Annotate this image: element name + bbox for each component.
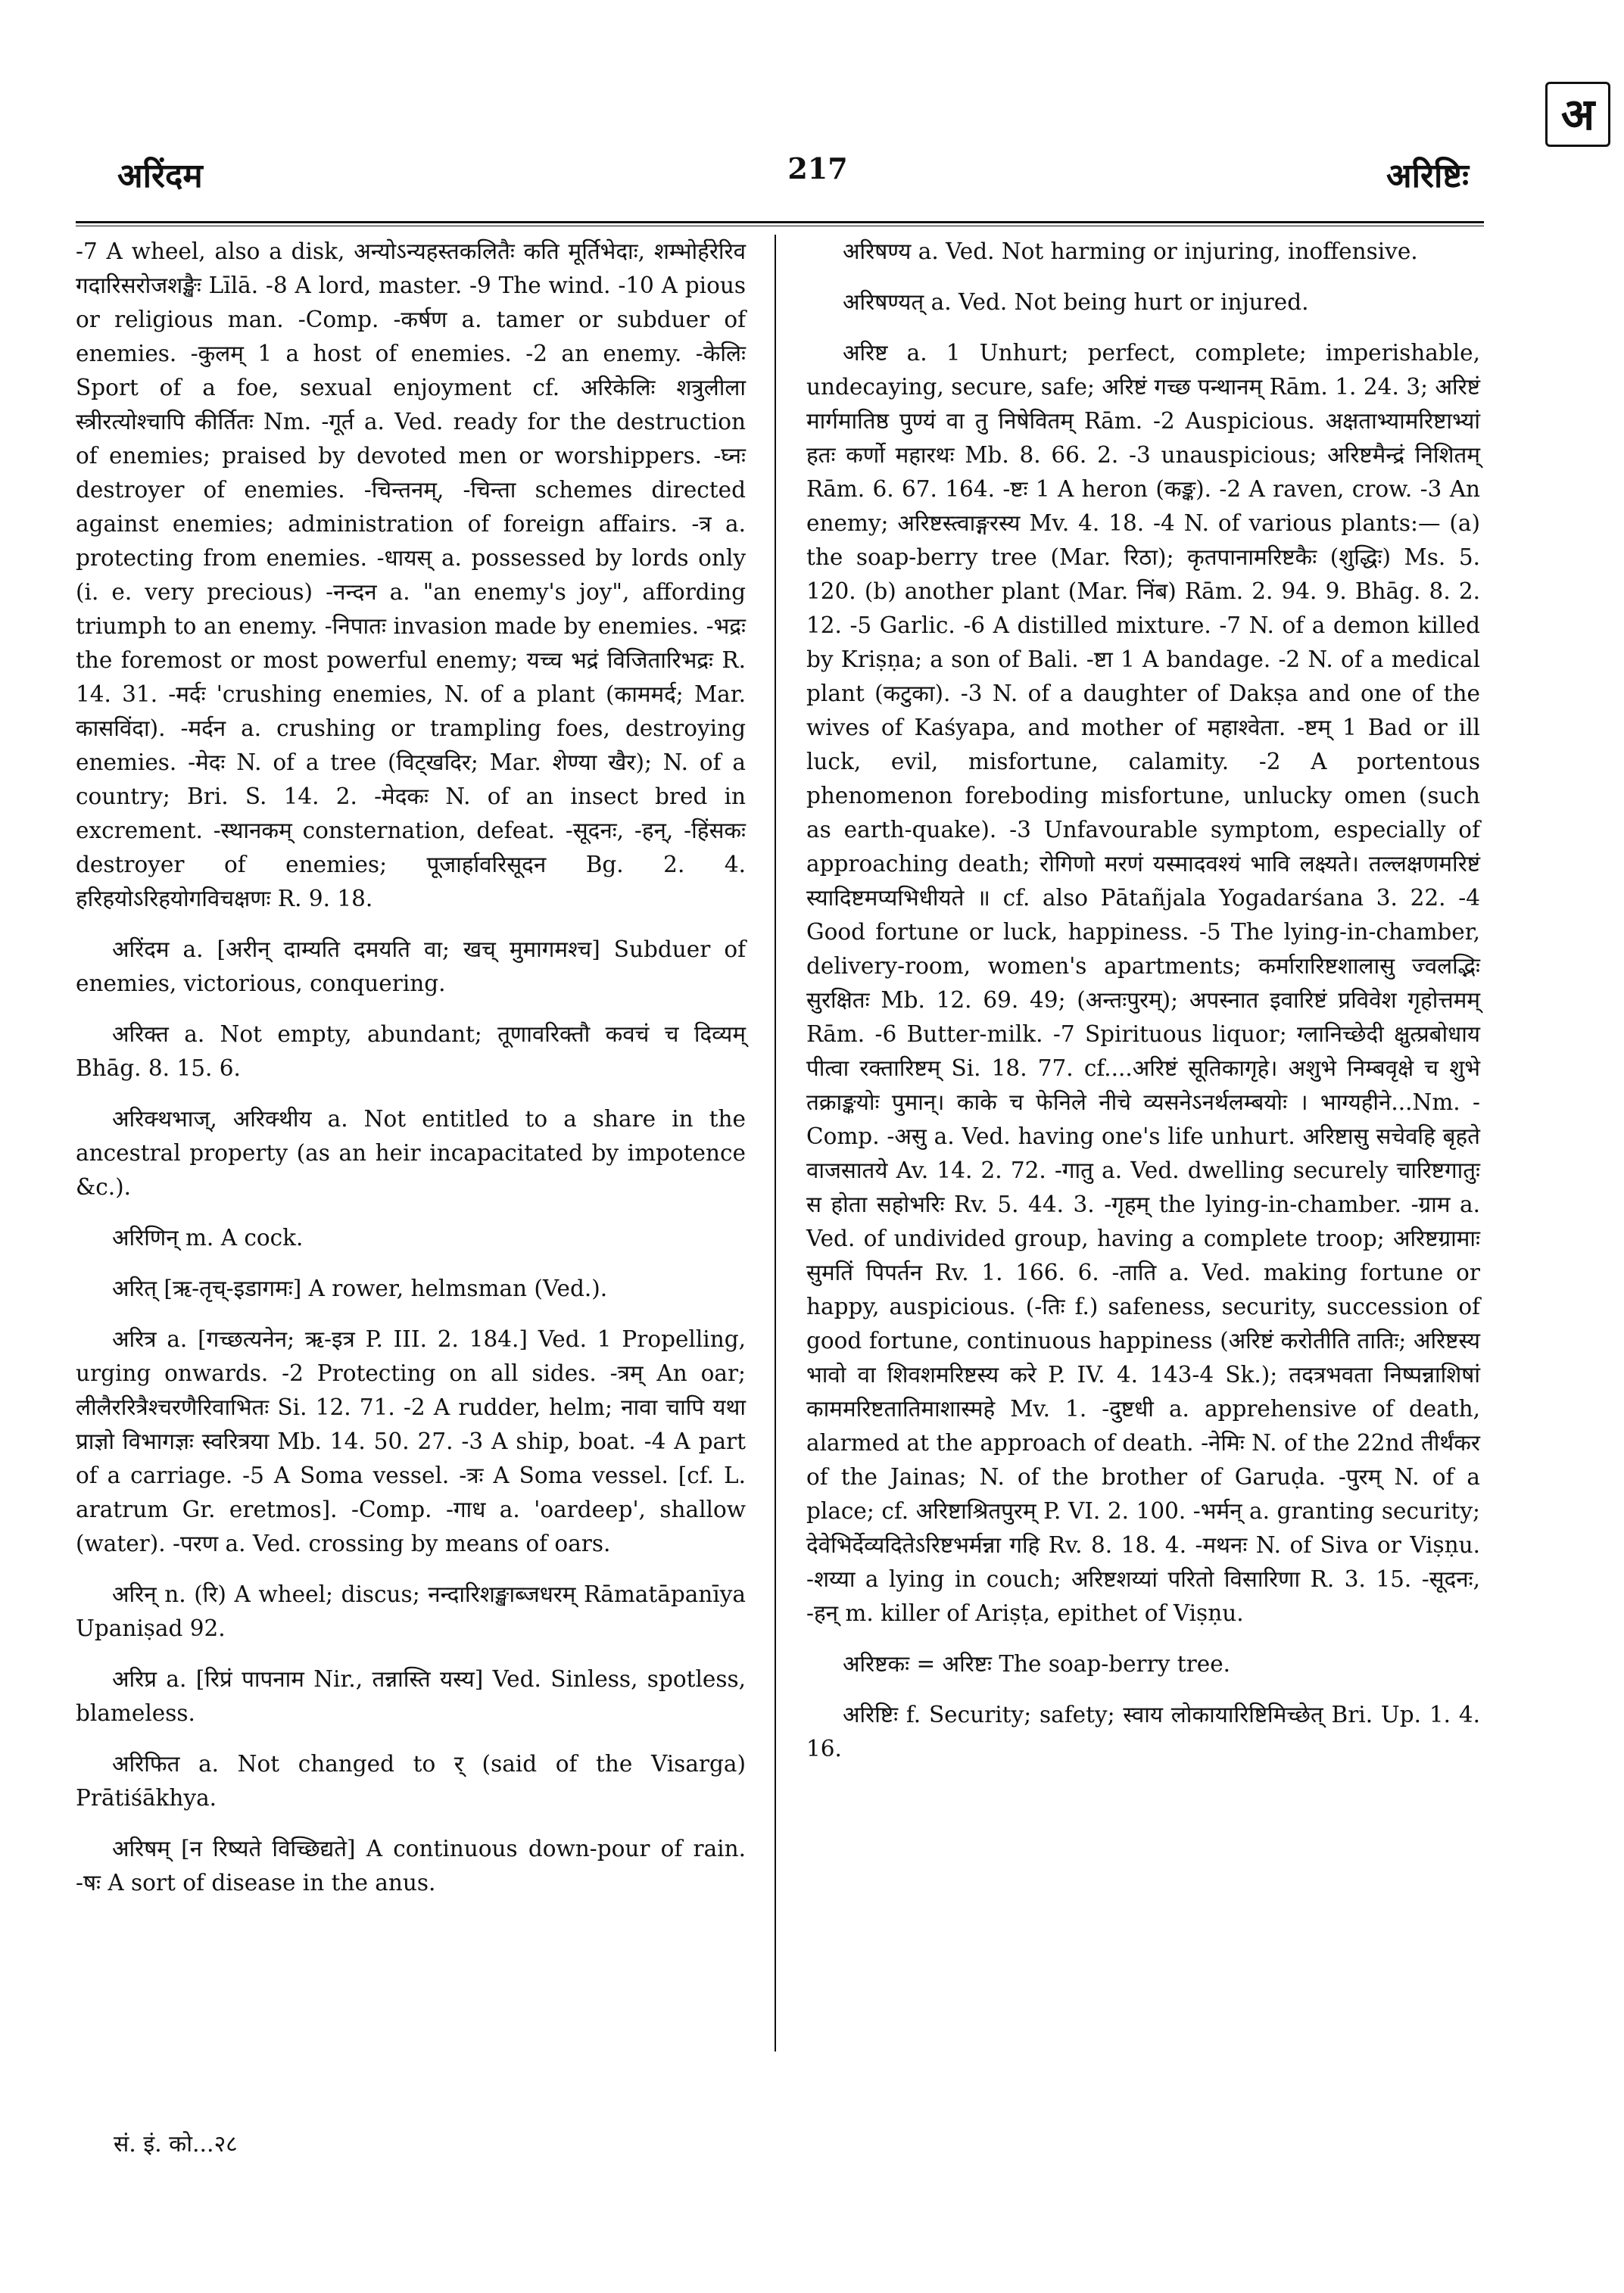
entry-arindama: अरिंदम a. [अरीन् दाम्यति दमयति वा; खच् मुमागमश्च] Subduer of enemies, victorious, conquering. — [76, 936, 746, 996]
header-left-guideword: अरिंदम — [117, 157, 203, 195]
entry-arisham: अरिषम् [न रिष्यते विच्छिद्यते] A continuous down-pour of rain. -षः A sort of disease in the anus. — [76, 1836, 746, 1896]
entry-ariphita: अरिफित a. Not changed to र् (said of the Visarga) Prātiśākhya. — [76, 1751, 746, 1811]
right-column — [806, 235, 1480, 1783]
entry-arishti: अरिष्टिः f. Security; safety; स्वाय लोकायारिष्टिमिच्छेत् Bri. Up. 1. 4. 16. — [806, 1702, 1480, 1762]
entry-arikta: अरिक्त a. Not empty, abundant; तूणावरिक्तौ कवचं च दिव्यम् Bhāg. 8. 15. 6. — [76, 1021, 746, 1081]
page-number: 217 — [787, 151, 848, 185]
entry-arishanya: अरिषण्य a. Ved. Not harming or injuring, inoffensive. — [843, 238, 1418, 264]
corner-letter-mark: अ — [1545, 82, 1610, 147]
entry-arin: अरिन् n. (रि) A wheel; discus; नन्दारिशङ्खाब्जधरम् Rāmatāpanīya Upaniṣad 92. — [76, 1581, 746, 1641]
left-column — [76, 235, 746, 1917]
header-rule-thick — [76, 221, 1484, 223]
entry-arikthabhaj: अरिक्थभाज्, अरिक्थीय a. Not entitled to a share in the ancestral property (as an heir incapacitated by impotence &c.). — [76, 1106, 746, 1200]
entry-arishta: अरिष्ट a. 1 Unhurt; perfect, complete; imperishable, undecaying, secure, safe; अरिष्टं गच्छ पन्थानम् Rām. 1. 24. 3; अरिष्टं मार्गमातिष्ठ पुण्यं वा तु निषेवितम् Rām. -2 Auspicious. अक्षताभ्यामरिष्टाभ्यां हतः कर्णो महारथः Mb. 8. 66. 2. -3 unauspicious; अरिष्टमैन्द्रं निशितम् Rām. 6. 67. 164. -ष्टः 1 A heron (कङ्क). -2 A raven, crow. -3 An enemy; अरिष्टस्त्वाङ्गरस्य Mv. 4. 18. -4 N. of various plants:— (a) the soap-berry tree (Mar. रिठा); कृतपानामरिष्टकैः (शुद्धिः) Ms. 5. 120. (b) another plant (Mar. निंब) Rām. 2. 94. 9. Bhāg. 8. 2. 12. -5 Garlic. -6 A distilled mixture. -7 N. of a demon killed by Kriṣṇa; a son of Bali. -ष्टा 1 A bandage. -2 N. of a medical plant (कटुका). -3 N. of a daughter of Dakṣa and one of the wives of Kaśyapa, and mother of महाश्वेता. -ष्टम् 1 Bad or ill luck, evil, misfortune, calamity. -2 A portentous phenomenon foreboding misfortune, unlucky omen (such as earth-quake). -3 Unfavourable symptom, especially of approaching death; रोगिणो मरणं यस्मादवश्यं भावि लक्ष्यते। तल्लक्षणमरिष्टं स्यादिष्टमप्यभिधीयते ॥ cf. also Pātañjala Yogadarśana 3. 22. -4 Good fortune or luck, happiness. -5 The lying-in-chamber, delivery-room, women's apartments; कर्मारारिष्टशालासु ज्वलद्भिः सुरक्षितः Mb. 12. 69. 49; (अन्तःपुरम्); अपस्नात इवारिष्टं प्रविवेश गृहोत्तमम् Rām. -6 Butter-milk. -7 Spirituous liquor; ग्लानिच्छेदी क्षुत्प्रबोधाय पीत्वा रक्तारिष्टम् Si. 18. 77. cf....अरिष्टं सूतिकागृहे। अशुभे निम्बवृक्षे च शुभे तक्राङ्कयोः पुमान्। काके च फेनिले नीचे व्यसनेऽनर्थलम्बयोः । भाग्यहीने...Nm. -Comp. -असु a. Ved. having one's life unhurt. अरिष्टासु सचेवहि बृहते वाजसातये Av. 14. 2. 72. -गातु a. Ved. dwelling securely चारिष्टगातुः स होता सहोभरिः Rv. 5. 44. 3. -गृहम् the lying-in-chamber. -ग्राम a. Ved. of undivided group, having a complete troop; अरिष्टग्रामाः सुमतिं पिपर्तन Rv. 1. 166. 6. -ताति a. Ved. making fortune or happy, auspicious. (-तिः f.) safeness, security, succession of good fortune, continuous happiness (अरिष्टं करोतीति तातिः; अरिष्टस्य भावो वा शिवशमरिष्टस्य करे P. IV. 4. 143-4 Sk.); तदत्रभवता निष्पन्नाशिषां काममरिष्टतातिमाशास्महे Mv. 1. -दुष्टधी a. apprehensive of death, alarmed at the approach of death. -नेमिः N. of the 22nd तीर्थंकर of the Jainas; N. of the brother of Garuḍa. -पुरम् N. of a place; cf. अरिष्टाश्रितपुरम् P. VI. 2. 100. -भर्मन् a. granting security; देवेभिर्देव्यदितेऽरिष्टभर्मन्ना गहि Rv. 8. 18. 4. -मथनः N. of Siva or Viṣṇu. -शय्या a lying in couch; अरिष्टशय्यां परितो विसारिणा R. 3. 15. -सूदनः, -हन् m. killer of Ariṣṭa, epithet of Viṣṇu. — [806, 340, 1480, 1626]
entry-aritra: अरित्र a. [गच्छत्यनेन; ऋ-इत्र P. III. 2. 184.] Ved. 1 Propelling, urging onwards. -2 Protecting on all sides. -त्रम् An oar; लीलैररित्रैश्चरणैरिवाभितः Si. 12. 71. -2 A rudder, helm; नावा चापि यथा प्राज्ञो विभागज्ञः स्वरित्रया Mb. 14. 50. 27. -3 A ship, boat. -4 A part of a carriage. -5 A Soma vessel. -त्रः A Soma vessel. [cf. L. aratrum Gr. eretmos]. -Comp. -गाध a. 'oardeep', shallow (water). -परण a. Ved. crossing by means of oars. — [76, 1326, 746, 1556]
entry-arit: अरित् [ऋ-तृच्-इडागमः] A rower, helmsman (Ved.). — [112, 1276, 608, 1301]
entry-arinin: अरिणिन् m. A cock. — [112, 1225, 304, 1251]
entry-arishtaka: अरिष्टकः = अरिष्टः The soap-berry tree. — [843, 1651, 1231, 1677]
header-right-guideword: अरिष्टिः — [1386, 157, 1469, 195]
entry-ari-continued: -7 A wheel, also a disk, अन्योऽन्यहस्तकलितैः कति मूर्तिभेदाः, शम्भोर्हरेरिव गदारिसरोजशङ्खैः Līlā. -8 A lord, master. -9 The wind. -10 A pious or religious man. -Comp. -कर्षण a. tamer or subduer of enemies. -कुलम् 1 a host of enemies. -2 an enemy. -केलिः Sport of a foe, sexual enjoyment cf. अरिकेलिः शत्रुलीला स्त्रीरत्योश्चापि कीर्तितः Nm. -गूर्त a. Ved. ready for the destruction of enemies; praised by devoted men or worshippers. -घ्नः destroyer of enemies. -चिन्तनम्, -चिन्ता schemes directed against enemies; administration of foreign affairs. -त्र a. protecting from enemies. -धायस् a. possessed by lords only (i. e. very precious) -नन्दन a. "an enemy's joy", affording triumph to an enemy. -निपातः invasion made by enemies. -भद्रः the foremost or most powerful enemy; यच्च भद्रं विजितारिभद्रः R. 14. 31. -मर्दः 'crushing enemies, N. of a plant (काममर्द; Mar. कासविंदा). -मर्दन a. crushing or trampling foes, destroying enemies. -मेदः N. of a tree (विट्खदिर; Mar. शेण्या खैर); N. of a country; Bri. S. 14. 2. -मेदकः N. of an insect bred in excrement. -स्थानकम् consternation, defeat. -सूदनः, -हन्, -हिंसकः destroyer of enemies; पूजार्हावरिसूदन Bg. 2. 4. हरिहयोऽरिहयोगविचक्षणः R. 9. 18. — [76, 238, 746, 911]
entry-aripra: अरिप्र a. [रिप्रं पापनाम Nir., तन्नास्ति यस्य] Ved. Sinless, spotless, blameless. — [76, 1666, 746, 1726]
entry-arishanyat: अरिषण्यत् a. Ved. Not being hurt or injured. — [843, 289, 1309, 315]
footer-signature: सं. इं. को...२८ — [114, 2131, 238, 2157]
